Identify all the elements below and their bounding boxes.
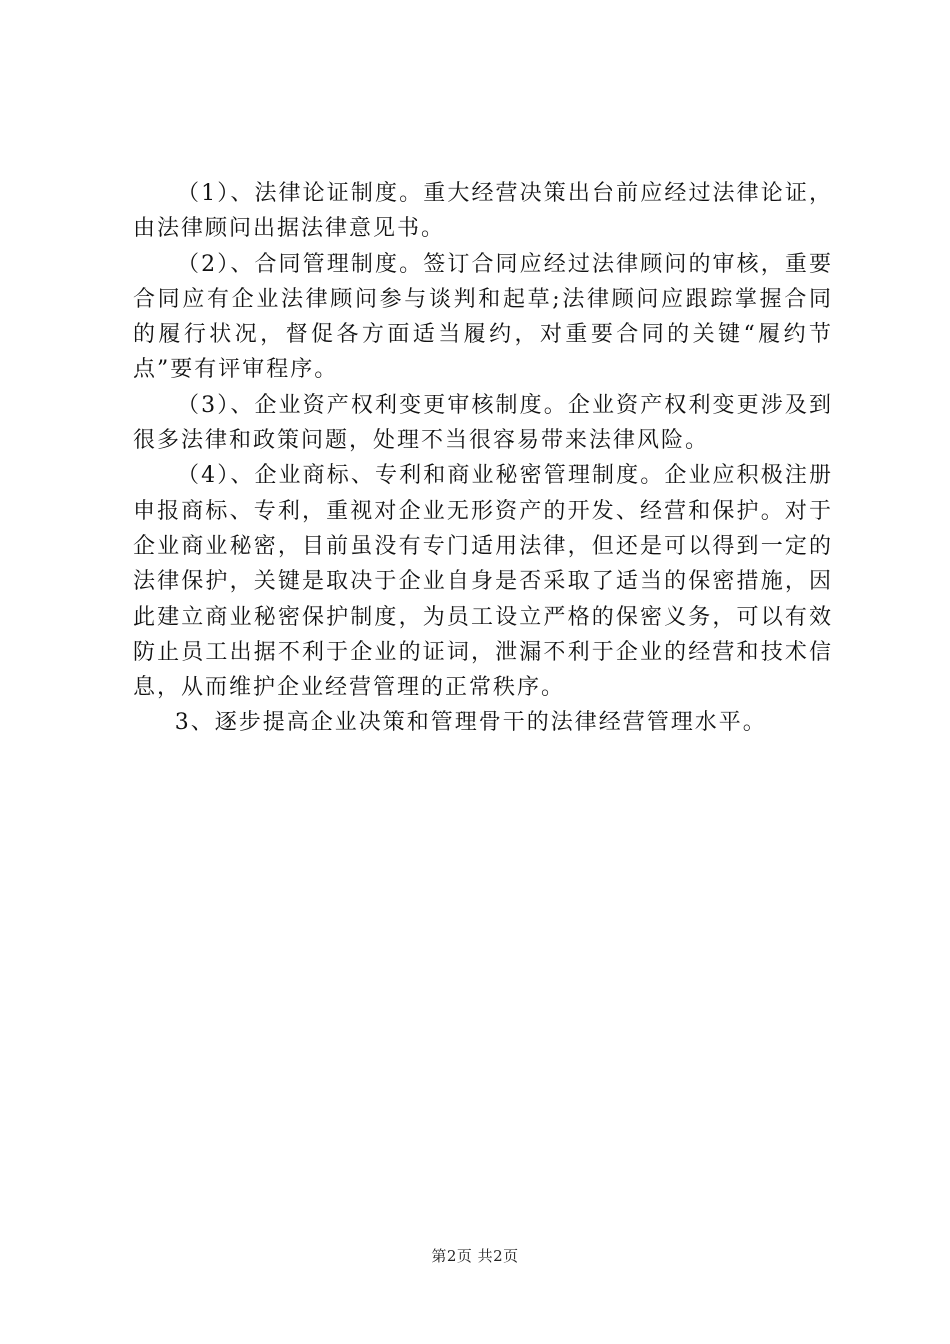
- paragraph-ip-secrets: （4）、企业商标、专利和商业秘密管理制度。企业应积极注册申报商标、专利，重视对企业无形资产的开发、经营和保护。对于企业商业秘密，目前虽没有专门适用法律，但还是可以得到一定的法律保护，关键是取决于企业自身是否采取了适当的保密措施，因此建立商业秘密保护制度，为员工设立严格的保密义务，可以有效防止员工出据不利于企业的证词，泄漏不利于企业的经营和技术信息，从而维护企业经营管理的正常秩序。: [133, 463, 833, 701]
- paragraph-legal-review: （1）、法律论证制度。重大经营决策出台前应经过法律论证，由法律顾问出据法律意见书。: [133, 181, 833, 242]
- page-number-label: 第2页 共2页: [431, 1247, 519, 1265]
- paragraph-asset-rights: （3）、企业资产权利变更审核制度。企业资产权利变更涉及到很多法律和政策问题，处理不当很容易带来法律风险。: [133, 392, 833, 454]
- paragraph-contract-management: （2）、合同管理制度。签订合同应经过法律顾问的审核，重要合同应有企业法律顾问参与谈判和起草;法律顾问应跟踪掌握合同的履行状况，督促各方面适当履约，对重要合同的关键“履约节点”要有评审程序。: [133, 251, 833, 383]
- document-body: [133, 176, 833, 741]
- paragraph-section-3: 3、逐步提高企业决策和管理骨干的法律经营管理水平。: [174, 710, 767, 736]
- page-footer: [0, 1245, 950, 1266]
